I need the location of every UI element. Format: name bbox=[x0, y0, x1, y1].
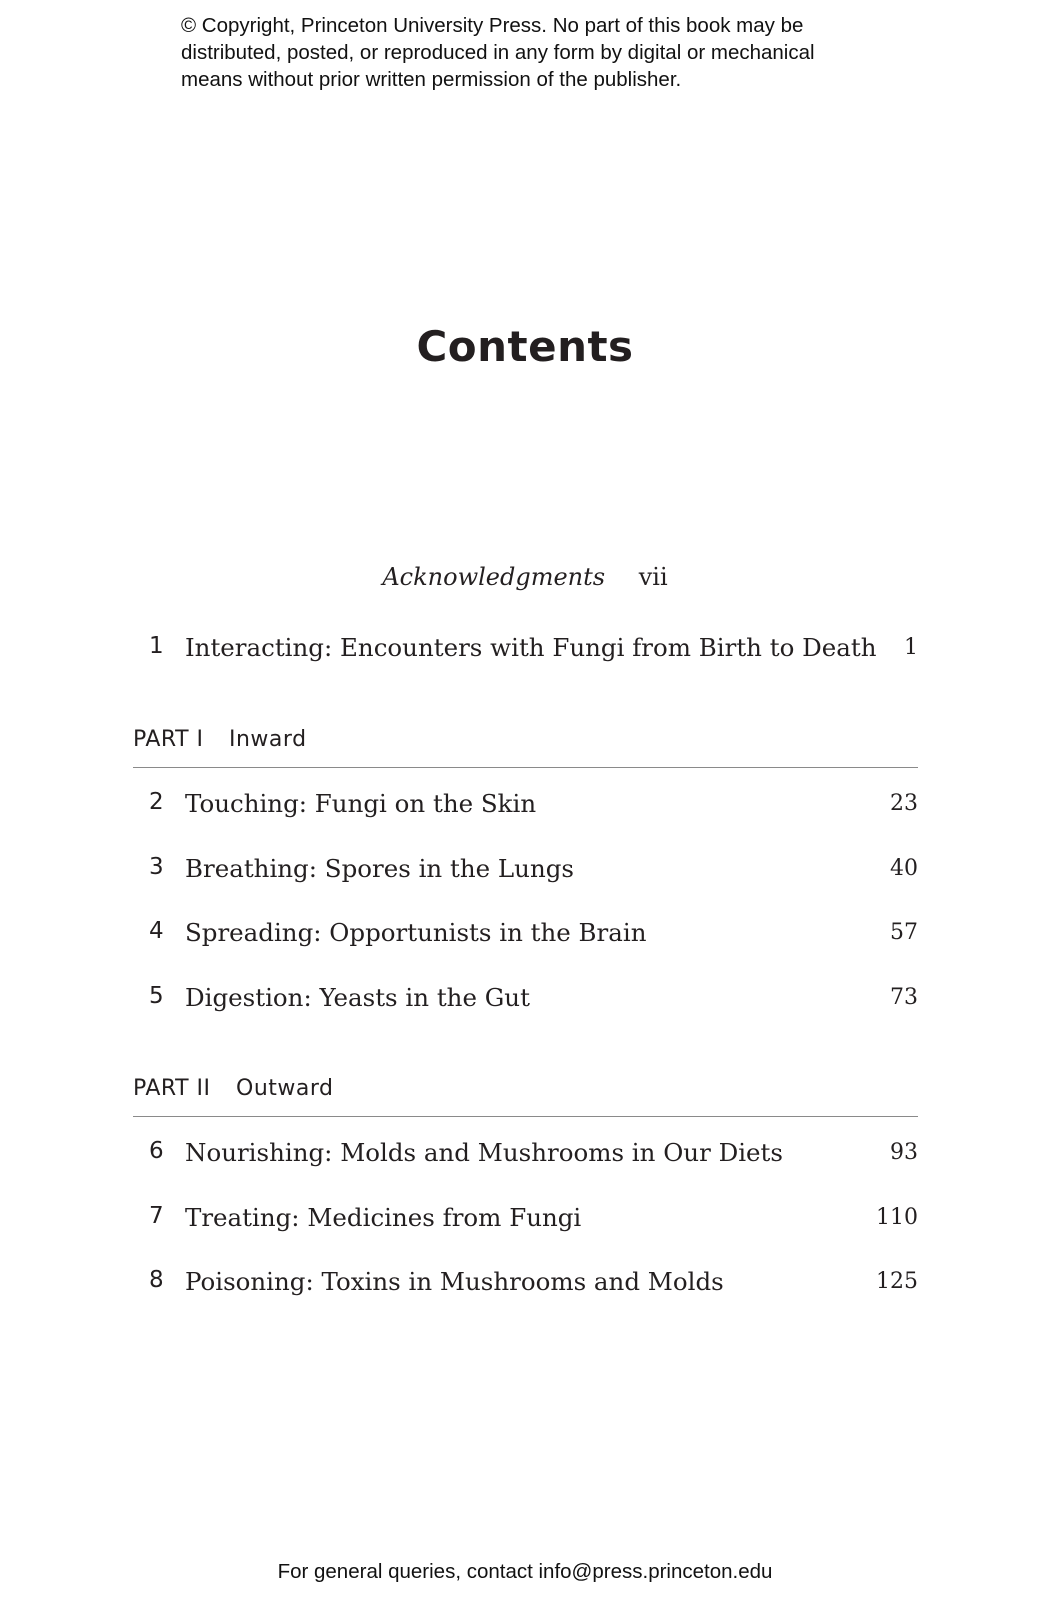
toc-entry-chapter-1[interactable] bbox=[133, 633, 918, 669]
chapter-title: Treating: Medicines from Fungi bbox=[185, 1203, 582, 1232]
part-heading-1 bbox=[133, 727, 918, 768]
chapter-number: 6 bbox=[149, 1138, 164, 1164]
toc-entry-chapter-7[interactable] bbox=[133, 1203, 918, 1239]
footer-contact: For general queries, contact info@press.princeton.edu bbox=[277, 1560, 773, 1583]
toc-entry-chapter-5[interactable] bbox=[133, 983, 918, 1019]
toc-entry-acknowledgments[interactable] bbox=[0, 563, 1050, 591]
part-name: Inward bbox=[229, 727, 307, 752]
chapter-page: 125 bbox=[876, 1269, 918, 1294]
chapter-number: 2 bbox=[149, 789, 164, 815]
chapter-number: 8 bbox=[149, 1267, 164, 1293]
chapter-number: 1 bbox=[149, 633, 164, 659]
chapter-title: Interacting: Encounters with Fungi from Birth to Death bbox=[185, 633, 877, 662]
chapter-page: 23 bbox=[890, 791, 918, 816]
chapter-number: 3 bbox=[149, 854, 164, 880]
chapter-page: 57 bbox=[890, 920, 918, 945]
toc-entry-chapter-2[interactable] bbox=[133, 789, 918, 825]
toc-entry-chapter-8[interactable] bbox=[133, 1267, 918, 1303]
toc-entry-page: vii bbox=[638, 563, 668, 591]
part-heading-2 bbox=[133, 1076, 918, 1117]
copyright-line: means without prior written permission of the publisher. bbox=[181, 68, 682, 91]
chapter-page: 1 bbox=[904, 635, 918, 660]
toc-entry-chapter-4[interactable] bbox=[133, 918, 918, 954]
chapter-title: Digestion: Yeasts in the Gut bbox=[185, 983, 530, 1012]
chapter-page: 40 bbox=[890, 856, 918, 881]
part-label: PART I bbox=[133, 727, 204, 752]
toc-entry-chapter-3[interactable] bbox=[133, 854, 918, 890]
chapter-page: 93 bbox=[890, 1140, 918, 1165]
chapter-number: 5 bbox=[149, 983, 164, 1009]
toc-entry-chapter-6[interactable] bbox=[133, 1138, 918, 1174]
chapter-title: Breathing: Spores in the Lungs bbox=[185, 854, 574, 883]
chapter-number: 4 bbox=[149, 918, 164, 944]
copyright-notice bbox=[181, 12, 901, 93]
chapter-title: Touching: Fungi on the Skin bbox=[185, 789, 537, 818]
chapter-page: 73 bbox=[890, 985, 918, 1010]
copyright-line: distributed, posted, or reproduced in any form by digital or mechanical bbox=[181, 41, 815, 64]
part-label: PART II bbox=[133, 1076, 211, 1101]
part-name: Outward bbox=[236, 1076, 334, 1101]
chapter-title: Spreading: Opportunists in the Brain bbox=[185, 918, 647, 947]
chapter-title: Poisoning: Toxins in Mushrooms and Molds bbox=[185, 1267, 724, 1296]
copyright-line: © Copyright, Princeton University Press. No part of this book may be bbox=[181, 14, 804, 37]
chapter-title: Nourishing: Molds and Mushrooms in Our Diets bbox=[185, 1138, 783, 1167]
chapter-page: 110 bbox=[876, 1205, 918, 1230]
toc-entry-title: Acknowledgments bbox=[382, 563, 606, 591]
page-title: Contents bbox=[416, 322, 634, 371]
chapter-number: 7 bbox=[149, 1203, 164, 1229]
